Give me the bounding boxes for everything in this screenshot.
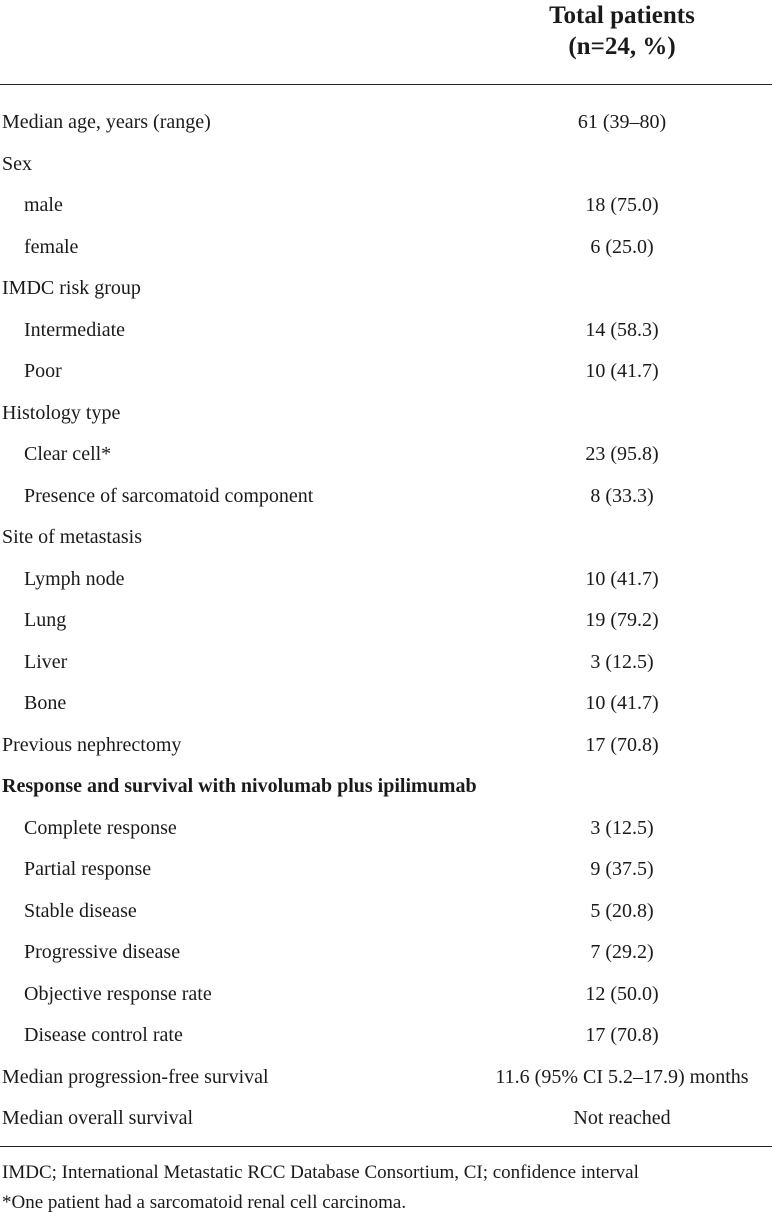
row-value: 19 (79.2) [585, 609, 659, 631]
column-header-line1: Total patients [549, 2, 695, 29]
row-value: Not reached [573, 1107, 671, 1129]
table-row [0, 891, 772, 933]
table-section-row [0, 268, 772, 310]
table-row [0, 808, 772, 850]
table-body [0, 85, 772, 1140]
row-value: 18 (75.0) [585, 194, 659, 216]
table-row [0, 1098, 772, 1140]
table-section-row [0, 144, 772, 186]
row-value: 10 (41.7) [585, 567, 659, 590]
row-value: 17 (70.8) [585, 1024, 659, 1046]
row-label: Presence of sarcomatoid component [24, 484, 314, 507]
table-row [0, 185, 772, 227]
row-label: IMDC risk group [2, 277, 141, 299]
table-header [0, 0, 772, 85]
row-label: Progressive disease [24, 941, 181, 963]
footnote-asterisk: *One patient had a sarcomatoid renal cell carcinoma. [2, 1192, 407, 1213]
table-row [0, 102, 772, 144]
table-row [0, 434, 772, 476]
row-value: 17 (70.8) [585, 733, 659, 756]
table-row [0, 600, 772, 642]
table-footnotes [2, 1158, 639, 1218]
row-label: Response and survival with nivolumab plus ipilimumab [2, 775, 477, 797]
row-value: 7 (29.2) [590, 941, 654, 963]
row-label: female [24, 235, 79, 258]
column-header-total-patients [472, 0, 772, 62]
table-bottom-rule [0, 1146, 772, 1147]
table-section-row [0, 766, 772, 808]
table-row [0, 476, 772, 518]
row-label: Liver [24, 650, 68, 673]
table-row [0, 974, 772, 1016]
row-label: Median progression-free survival [2, 1065, 269, 1088]
row-value: 3 (12.5) [590, 816, 654, 839]
table-row [0, 227, 772, 269]
row-value: 61 (39–80) [577, 111, 667, 133]
table-section-row [0, 517, 772, 559]
table-row [0, 932, 772, 974]
row-label: Clear cell* [24, 443, 112, 465]
row-label: Lymph node [24, 567, 125, 590]
row-label: male [24, 194, 63, 216]
row-value: 6 (25.0) [590, 235, 654, 258]
row-value: 5 (20.8) [590, 899, 654, 922]
row-label: Median age, years (range) [2, 111, 211, 133]
table-row [0, 849, 772, 891]
table-row [0, 559, 772, 601]
table-row [0, 351, 772, 393]
table-row [0, 310, 772, 352]
row-value: 12 (50.0) [585, 982, 659, 1005]
row-label: Previous nephrectomy [2, 733, 182, 756]
row-label: Partial response [24, 858, 152, 880]
row-label: Objective response rate [24, 982, 212, 1005]
row-label: Complete response [24, 816, 177, 839]
table-section-row [0, 393, 772, 435]
table-row [0, 1057, 772, 1099]
row-value: 8 (33.3) [590, 484, 654, 507]
row-label: Median overall survival [2, 1107, 194, 1129]
row-label: Sex [2, 152, 32, 175]
row-value: 3 (12.5) [590, 650, 654, 673]
table-row [0, 683, 772, 725]
table-row [0, 725, 772, 767]
row-value: 11.6 (95% CI 5.2–17.9) months [495, 1065, 749, 1088]
table-row [0, 642, 772, 684]
row-value: 23 (95.8) [585, 443, 659, 465]
row-value: 10 (41.7) [585, 360, 659, 382]
row-label: Poor [24, 360, 62, 382]
row-label: Stable disease [24, 899, 137, 922]
column-header-line2: (n=24, %) [568, 33, 676, 60]
row-label: Histology type [2, 401, 121, 424]
row-label: Intermediate [24, 318, 126, 341]
row-label: Site of metastasis [2, 526, 142, 548]
table-row [0, 1015, 772, 1057]
row-label: Disease control rate [24, 1024, 183, 1046]
row-label: Lung [24, 609, 67, 631]
footnote-abbreviations: IMDC; International Metastatic RCC Database Consortium, CI; confidence interval [2, 1162, 639, 1183]
row-label: Bone [24, 692, 67, 714]
row-value: 10 (41.7) [585, 692, 659, 714]
row-value: 14 (58.3) [585, 318, 659, 341]
row-value: 9 (37.5) [590, 858, 654, 880]
